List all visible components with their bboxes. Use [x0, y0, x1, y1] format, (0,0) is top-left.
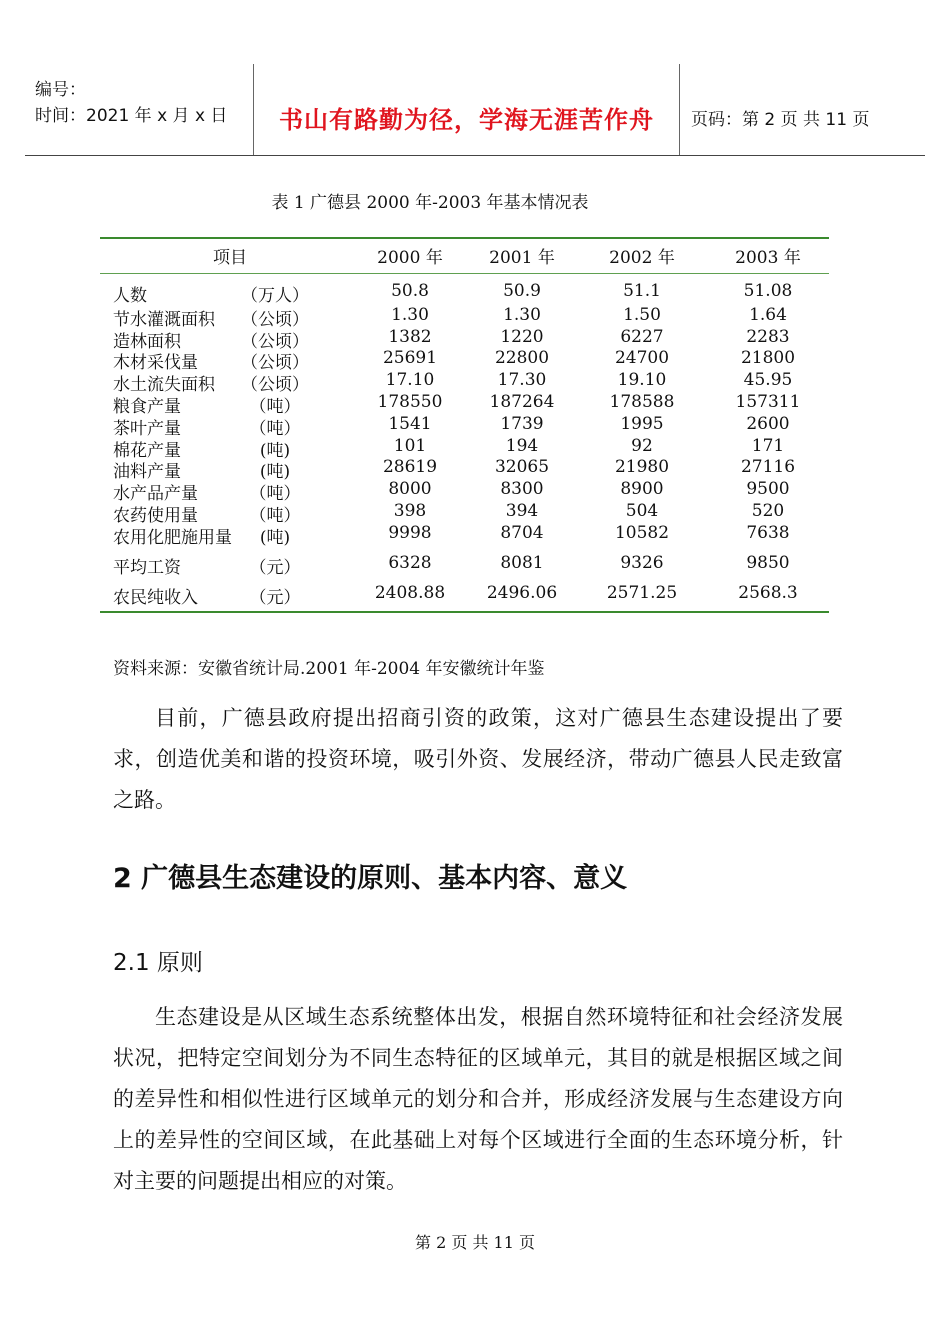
- row-item: 棉花产量: [113, 441, 181, 461]
- row-item: 农药使用量: [113, 506, 198, 526]
- table-source: 资料来源：安徽省统计局.2001 年-2004 年安徽统计年鉴: [113, 659, 545, 679]
- cell-2002: 8900: [620, 479, 664, 499]
- time-label: 时间：2021 年 x 月 x 日: [35, 106, 228, 126]
- table-bottom-rule: [100, 611, 829, 613]
- row-unit: （公顷）: [241, 353, 309, 373]
- cell-2001: 8704: [500, 523, 544, 543]
- row-unit: （公顷）: [241, 310, 309, 330]
- cell-2000: 2408.88: [374, 583, 446, 603]
- cell-2002: 2571.25: [606, 583, 678, 603]
- cell-2000: 50.8: [391, 281, 429, 301]
- cell-2000: 6328: [388, 553, 432, 573]
- cell-2002: 92: [631, 436, 653, 456]
- row-unit: （公顷）: [241, 332, 309, 352]
- header-item: 项目: [213, 248, 247, 268]
- row-unit: (吨): [259, 462, 291, 482]
- cell-2000: 17.10: [385, 370, 435, 390]
- row-item: 水产品产量: [113, 484, 198, 504]
- cell-2002: 19.10: [617, 370, 667, 390]
- paragraph-intro: 目前，广德县政府提出招商引资的政策，这对广德县生态建设提出了要求，创造优美和谐的投资环境，吸引外资、发展经济，带动广德县人民走致富之路。: [113, 706, 843, 812]
- row-unit: （吨）: [249, 397, 301, 417]
- row-unit: （万人）: [241, 286, 309, 306]
- page-footer: 第 2 页 共 11 页: [415, 1233, 535, 1252]
- header-page-label: 页码：第 2 页 共 11 页: [691, 110, 870, 130]
- cell-2001: 2496.06: [486, 583, 558, 603]
- paragraph-principle: 生态建设是从区域生态系统整体出发，根据自然环境特征和社会经济发展状况，把特定空间划分为不同生态特征的区域单元，其目的就是根据区域之间的差异性和相似性进行区域单元的划分和合并，形成经济发展与生态建设方向上的差异性的空间区域，在此基础上对每个区域进行全面的生态环境分析，针对主要的问题提出相应的对策。: [113, 1005, 843, 1193]
- page-header: [25, 64, 925, 156]
- cell-2002: 21980: [614, 457, 670, 477]
- row-item: 人数: [113, 286, 147, 306]
- section-heading: 2 广德县生态建设的原则、基本内容、意义: [113, 863, 628, 894]
- header-divider: [679, 64, 680, 155]
- row-unit: （元）: [249, 588, 301, 608]
- cell-2000: 101: [393, 436, 427, 456]
- cell-2002: 24700: [614, 348, 670, 368]
- cell-2001: 50.9: [503, 281, 541, 301]
- cell-2000: 9998: [388, 523, 432, 543]
- cell-2000: 25691: [382, 348, 438, 368]
- cell-2000: 1382: [388, 327, 432, 347]
- table-top-rule: [100, 237, 829, 239]
- row-item: 农用化肥施用量: [113, 528, 232, 548]
- cell-2003: 2283: [746, 327, 790, 347]
- cell-2001: 8081: [500, 553, 544, 573]
- cell-2003: 1.64: [749, 305, 787, 325]
- header-2001: 2001 年: [489, 248, 555, 268]
- cell-2001: 8300: [500, 479, 544, 499]
- cell-2003: 9850: [746, 553, 790, 573]
- cell-2003: 45.95: [743, 370, 793, 390]
- cell-2001: 32065: [494, 457, 550, 477]
- header-2003: 2003 年: [735, 248, 801, 268]
- cell-2003: 7638: [746, 523, 790, 543]
- cell-2001: 22800: [494, 348, 550, 368]
- cell-2000: 178550: [377, 392, 443, 412]
- cell-2000: 8000: [388, 479, 432, 499]
- cell-2002: 1995: [620, 414, 664, 434]
- cell-2002: 6227: [620, 327, 664, 347]
- cell-2000: 28619: [382, 457, 438, 477]
- header-2000: 2000 年: [377, 248, 443, 268]
- cell-2002: 1.50: [623, 305, 661, 325]
- header-info: [35, 77, 227, 129]
- cell-2001: 17.30: [497, 370, 547, 390]
- cell-2001: 194: [505, 436, 539, 456]
- row-item: 农民纯收入: [113, 588, 198, 608]
- cell-2002: 10582: [614, 523, 670, 543]
- cell-2000: 1541: [388, 414, 432, 434]
- row-item: 平均工资: [113, 558, 181, 578]
- subsection-heading: 2.1 原则: [113, 950, 203, 976]
- row-unit: （吨）: [249, 484, 301, 504]
- table-header-rule: [100, 273, 829, 274]
- cell-2003: 27116: [740, 457, 796, 477]
- row-unit: （元）: [249, 558, 301, 578]
- row-unit: (吨): [259, 441, 291, 461]
- cell-2001: 1220: [500, 327, 544, 347]
- cell-2003: 2600: [746, 414, 790, 434]
- cell-2003: 21800: [740, 348, 796, 368]
- row-unit: (吨): [259, 528, 291, 548]
- cell-2000: 1.30: [391, 305, 429, 325]
- cell-2003: 520: [751, 501, 785, 521]
- row-unit: （吨）: [249, 506, 301, 526]
- cell-2003: 2568.3: [738, 583, 798, 603]
- row-item: 节水灌溉面积: [113, 310, 215, 330]
- row-item: 水土流失面积: [113, 375, 215, 395]
- cell-2001: 1739: [500, 414, 544, 434]
- cell-2002: 51.1: [623, 281, 661, 301]
- row-unit: （公顷）: [241, 375, 309, 395]
- cell-2002: 178588: [609, 392, 675, 412]
- cell-2003: 171: [751, 436, 785, 456]
- cell-2001: 1.30: [503, 305, 541, 325]
- cell-2003: 51.08: [743, 281, 793, 301]
- table-caption: 表 1 广德县 2000 年-2003 年基本情况表: [271, 193, 589, 213]
- cell-2001: 187264: [489, 392, 555, 412]
- cell-2000: 398: [393, 501, 427, 521]
- row-item: 粮食产量: [113, 397, 181, 417]
- header-motto: 书山有路勤为径，学海无涯苦作舟: [279, 106, 654, 134]
- row-item: 油料产量: [113, 462, 181, 482]
- cell-2003: 9500: [746, 479, 790, 499]
- cell-2001: 394: [505, 501, 539, 521]
- row-item: 木材采伐量: [113, 353, 198, 373]
- cell-2003: 157311: [735, 392, 801, 412]
- row-item: 造林面积: [113, 332, 181, 352]
- number-label: 编号：: [35, 80, 86, 100]
- cell-2002: 504: [625, 501, 659, 521]
- cell-2002: 9326: [620, 553, 664, 573]
- header-2002: 2002 年: [609, 248, 675, 268]
- row-unit: （吨）: [249, 419, 301, 439]
- row-item: 茶叶产量: [113, 419, 181, 439]
